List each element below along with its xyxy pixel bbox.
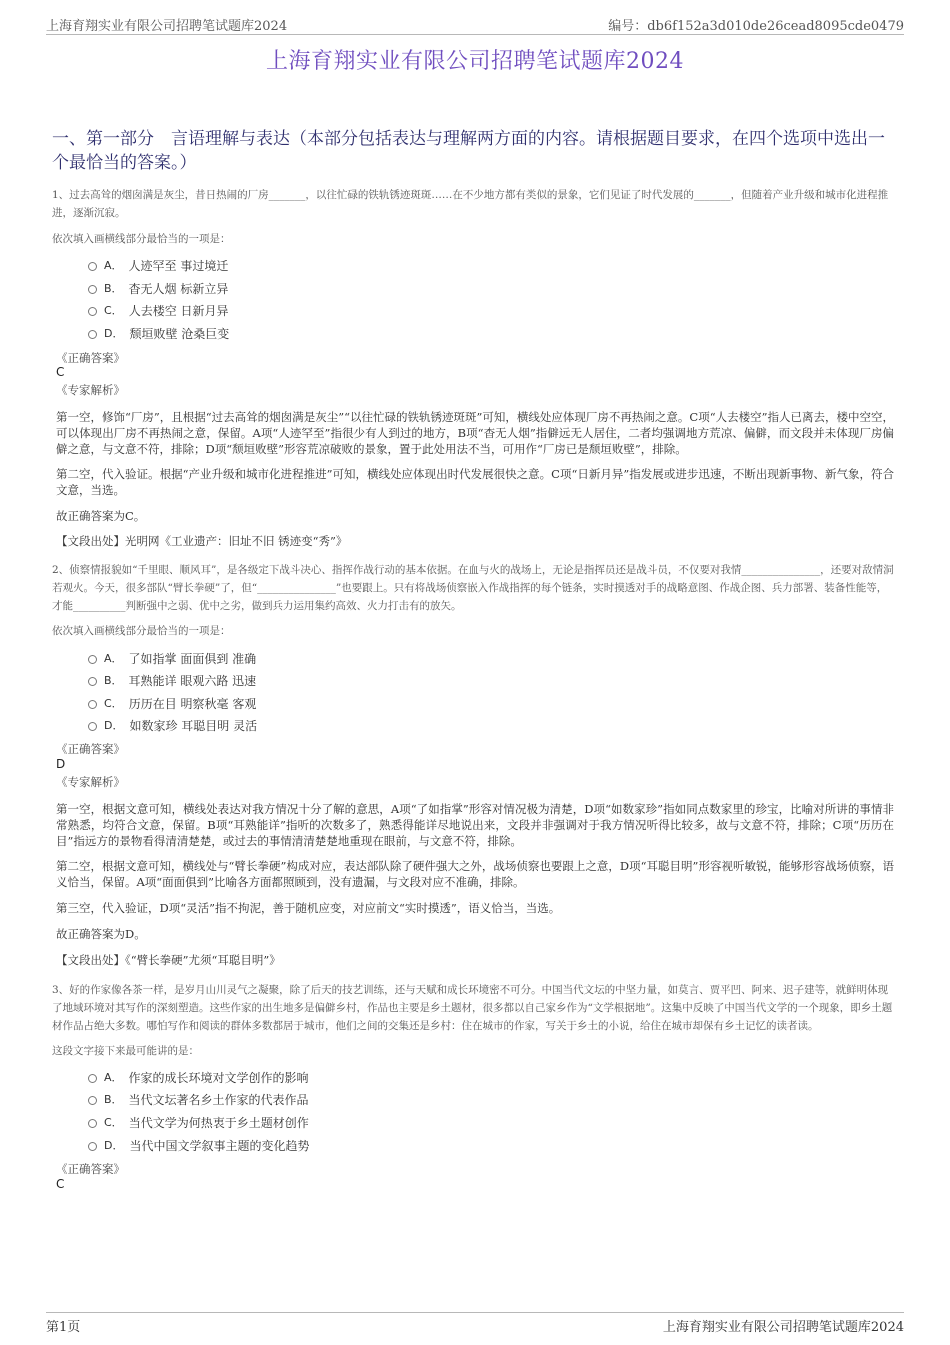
radio-icon[interactable] [88, 330, 97, 339]
question-3-answer: C [56, 1177, 65, 1191]
radio-icon[interactable] [88, 700, 97, 709]
question-3-stem: 3、好的作家像各茶一样，是岁月山川灵气之凝聚，除了后天的技艺训练，还与天赋和成长环境密不可分。中国当代文坛的中坚力量，如莫言、贾平凹、阿来、迟子建等，就鲜明体现了地域环境对其写作的深刻塑造。这些作家的出生地多是偏僻乡村，作品也主要是乡土题材，很多都以自己家乡作为“文学根据地”。这集中反映了中国当代文学的一个现象，即乡土题材作品占绝大多数。哪怕写作和阅读的群体多数都居于城市，他们之间的交集还是乡村：住在城市的作家，写关于乡土的小说，给住在城市却保有乡土记忆的读者读。 [52, 984, 893, 1032]
footer-doc-name: 上海育翔实业有限公司招聘笔试题库2024 [662, 1320, 904, 1335]
question-2-option-a[interactable]: A． 了如指掌 面面俱到 准确 [88, 650, 256, 668]
radio-icon[interactable] [88, 1074, 97, 1083]
question-3-option-d[interactable]: D． 当代中国文学叙事主题的变化趋势 [88, 1137, 310, 1155]
question-1-answer: C [56, 365, 65, 379]
page-footer [46, 1312, 904, 1333]
question-3-answer-label: 《正确答案》 [56, 1162, 125, 1176]
question-2-analysis-1: 第一空，根据文意可知，横线处表达对我方情况十分了解的意思，A项“了如指掌”形容对情况极为清楚，D项“如数家珍”指如同点数家里的珍宝，比喻对所讲的事情非常熟悉，均符合文意，保留。B项“耳熟能详”指听的次数多了，熟悉得能详尽地说出来，文段并非强调对于我方情况听得比较多，故与文意不符，排除；C项“历历在目”指远方的景物看得清清楚楚，或过去的事情清清楚楚地重现在眼前，与文意不符，排除。 [56, 802, 894, 848]
section-heading: 一、第一部分 言语理解与表达（本部分包括表达与理解两方面的内容。请根据题目要求，在四个选项中选出一个最恰当的答案。） [52, 129, 885, 173]
question-1-analysis-1: 第一空，修饰“厂房”，且根据“过去高耸的烟囱满是灰尘”“以往忙碌的铁轨锈迹斑斑”可知，横线处应体现厂房不再热闹之意。C项“人去楼空”指人已离去，楼中空空，可以体现出厂房不再热闹之意，保留。A项“人迹罕至”指很少有人到过的地方，B项“杳无人烟”指僻远无人居住，二者均强调地方荒凉、偏僻，而文段并未体现厂房偏僻之意，与文意不符，排除；D项“颓垣败壁”形容荒凉破败的景象，置于此处用法不当，可用作“厂房已是颓垣败壁”，排除。 [56, 410, 894, 456]
question-1-source: 【文段出处】光明网《工业遗产：旧址不旧 锈迹变“秀”》 [56, 534, 348, 548]
question-1-analysis-3: 故正确答案为C。 [56, 509, 146, 523]
document-title: 上海育翔实业有限公司招聘笔试题库2024 [266, 49, 684, 74]
question-2-analysis-2: 第二空，根据文意可知，横线处与“臂长拳硬”构成对应，表达部队除了硬件强大之外，战场侦察也要跟上之意，D项“耳聪目明”形容视听敏锐，能够形容战场侦察，语义恰当，保留。A项“面面俱到”比喻各方面都照顾到，没有遗漏，与文段对应不准确，排除。 [56, 859, 894, 889]
question-1-stem: 1、过去高耸的烟囱满是灰尘，昔日热闹的厂房_______，以往忙碌的铁轨锈迹斑斑……在不少地方都有类似的景象，它们见证了时代发展的_______，但随着产业升级和城市化进程推进，逐渐沉寂。 [52, 189, 889, 219]
question-3-prompt: 这段文字接下来最可能讲的是： [52, 1045, 199, 1057]
header-doc-id: 编号：db6f152a3d010de26cead8095cde0479 [608, 19, 904, 34]
question-2-analysis-label: 《专家解析》 [56, 775, 125, 789]
question-3-option-a[interactable]: A． 作家的成长环境对文学创作的影响 [88, 1069, 309, 1087]
question-2-option-c[interactable]: C． 历历在目 明察秋毫 客观 [88, 695, 256, 713]
radio-icon[interactable] [88, 285, 97, 294]
header-doc-name: 上海育翔实业有限公司招聘笔试题库2024 [46, 19, 288, 34]
question-3-option-c[interactable]: C． 当代文学为何热衷于乡土题材创作 [88, 1114, 309, 1132]
question-2-source: 【文段出处】《“臂长拳硬”尤须“耳聪目明”》 [56, 953, 281, 967]
question-2-stem: 2、侦察情报貌如“千里眼、顺风耳”，是各级定下战斗决心、指挥作战行动的基本依据。在血与火的战场上，无论是指挥员还是战斗员，不仅要对我情_______________，还要对敌情洞若观火。今天，很多部队“臂长拳硬”了，但“_______________”也要跟上。只有将战场侦察嵌入作战指挥的每个链条，实时摸透对手的战略意图、作战企图、兵力部署、装备性能等，才能__________判断强中之弱、优中之劣，做到兵力运用集约高效、火力打击有的放矢。 [52, 564, 894, 612]
radio-icon[interactable] [88, 1119, 97, 1128]
question-1-prompt: 依次填入画横线部分最恰当的一项是： [52, 233, 231, 245]
question-2-answer-label: 《正确答案》 [56, 742, 125, 756]
question-2-answer: D [56, 757, 66, 771]
radio-icon[interactable] [88, 677, 97, 686]
radio-icon[interactable] [88, 655, 97, 664]
question-3-option-b[interactable]: B． 当代文坛著名乡土作家的代表作品 [88, 1091, 309, 1109]
radio-icon[interactable] [88, 262, 97, 271]
question-1-option-b[interactable]: B． 杳无人烟 标新立异 [88, 280, 228, 298]
question-2-option-d[interactable]: D． 如数家珍 耳聪目明 灵活 [88, 717, 257, 735]
radio-icon[interactable] [88, 722, 97, 731]
page-header [46, 12, 904, 35]
question-1-analysis-label: 《专家解析》 [56, 383, 125, 397]
question-2-option-b[interactable]: B． 耳熟能详 眼观六路 迅速 [88, 672, 256, 690]
question-2-prompt: 依次填入画横线部分最恰当的一项是： [52, 625, 231, 637]
radio-icon[interactable] [88, 307, 97, 316]
question-2-analysis-3: 第三空，代入验证，D项“灵活”指不拘泥，善于随机应变，对应前文“实时摸透”，语义恰当，当选。 [56, 901, 561, 915]
radio-icon[interactable] [88, 1096, 97, 1105]
page-number: 第1页 [46, 1320, 81, 1335]
question-1-option-d[interactable]: D． 颓垣败壁 沧桑巨变 [88, 325, 229, 343]
question-1-answer-label: 《正确答案》 [56, 351, 125, 365]
question-1-option-a[interactable]: A． 人迹罕至 事过境迁 [88, 257, 228, 275]
question-1-option-c[interactable]: C． 人去楼空 日新月异 [88, 302, 229, 320]
question-1-analysis-2: 第二空，代入验证。根据“产业升级和城市化进程推进”可知，横线处应体现出时代发展很快之意。C项“日新月异”指发展或进步迅速，不断出现新事物、新气象，符合文意，当选。 [56, 467, 894, 497]
question-2-analysis-4: 故正确答案为D。 [56, 927, 146, 941]
radio-icon[interactable] [88, 1142, 97, 1151]
